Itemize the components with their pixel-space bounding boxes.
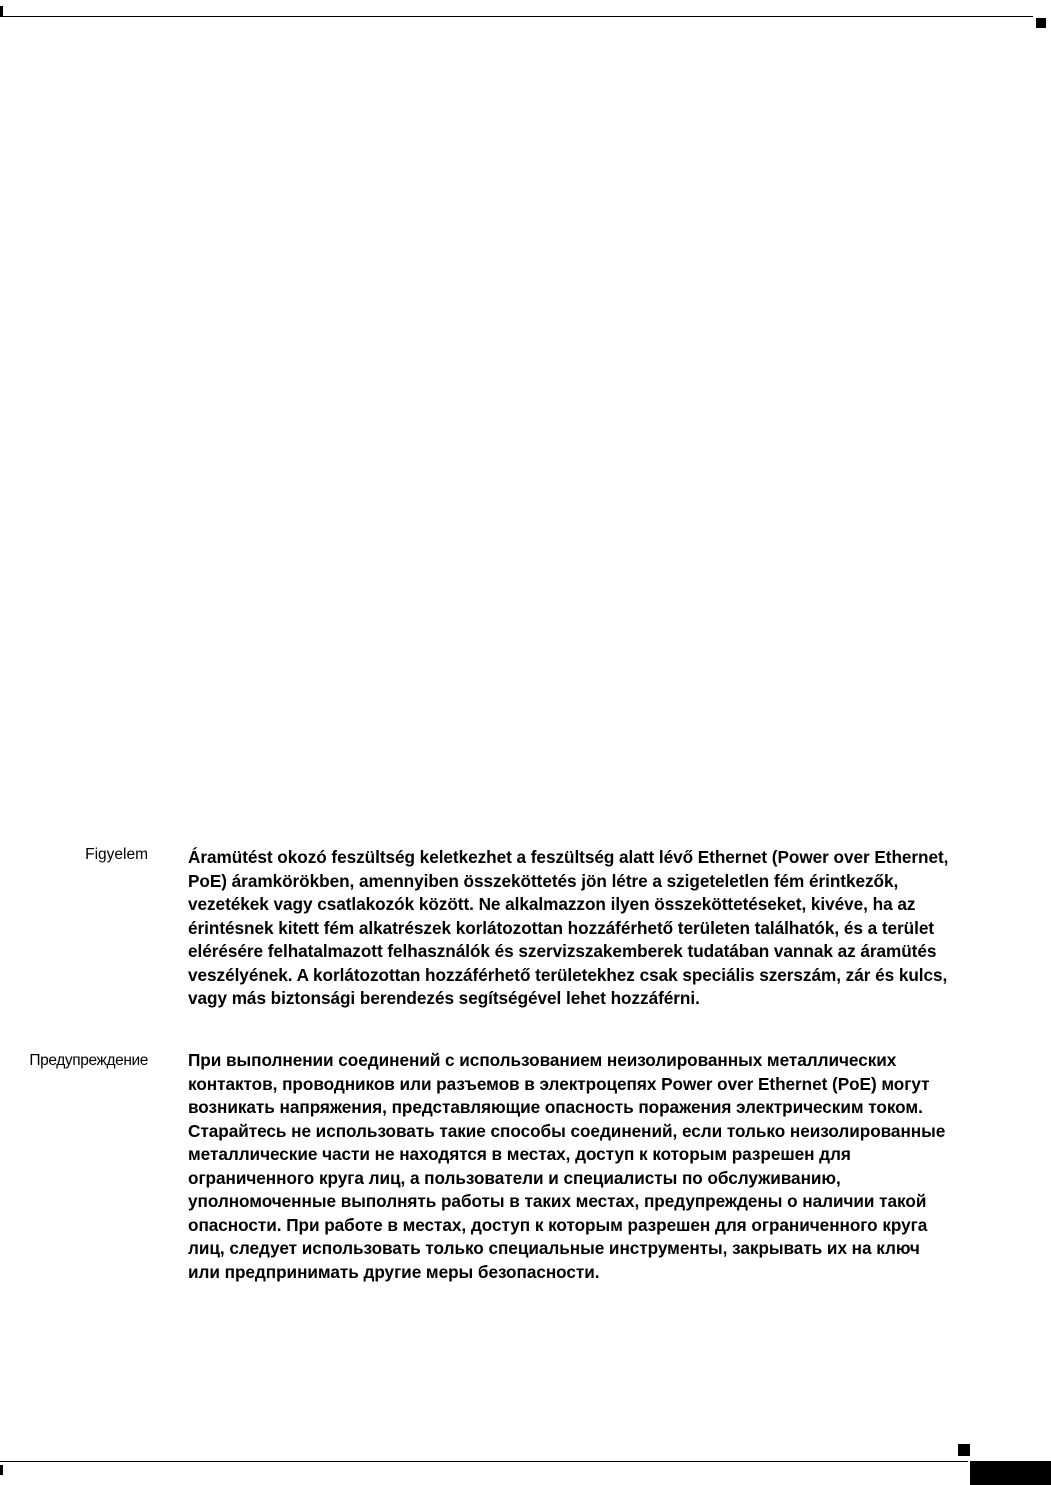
warning-text: При выполнении соединений с использованием неизолированных металлических контактов, проводников или разъемов в электроцепях Power over Ethernet (PoE) могут возникать напряжения, представляющие опасность поражения электрическим током. Старайтесь не использовать такие способы соединений, если только неизолированные металлические части не находятся в местах, доступ к которым разрешен для ограниченного круга лиц, а пользователи и специалисты по обслуживанию, уполномоченные выполнять работы в таких местах, предупреждены о наличии такой опасности. При работе в местах, доступ к которым разрешен для ограниченного круга лиц, следует использовать только специальные инструменты, закрывать их на ключ или предпринимать другие меры безопасности. <box>188 1050 946 1282</box>
footer-corner-mark <box>958 1444 970 1456</box>
warning-text: Áramütést okozó feszültség keletkezhet a feszültség alatt lévő Ethernet (Power over Ethernet, PoE) áramkörökben, amennyiben összeköttetés jön létre a szigeteletlen fém érintkezők, vezetékek vagy csatlakozók között. Ne alkalmazzon ilyen összeköttetéseket, kivéve, ha az érintésnek kitett fém alkatrészek korlátozottan hozzáférhető területen találhatók, és a terület elérésére felhatalmazott felhasználók és szervizszakemberek tudatában vannak az áramütés veszélyének. A korlátozottan hozzáférhető területekhez csak speciális szerszám, zár és kulcs, vagy más biztonsági berendezés segítségével lehet hozzáférni. <box>188 847 949 1008</box>
warning-label: Предупреждение <box>29 1052 148 1069</box>
warning-label: Figyelem <box>85 846 148 863</box>
footer-page-tab <box>970 1461 1051 1485</box>
footer-rule <box>0 1461 968 1462</box>
header-corner-mark <box>1036 18 1046 28</box>
header-rule <box>0 16 1033 17</box>
footer-left-tick <box>0 1465 3 1475</box>
